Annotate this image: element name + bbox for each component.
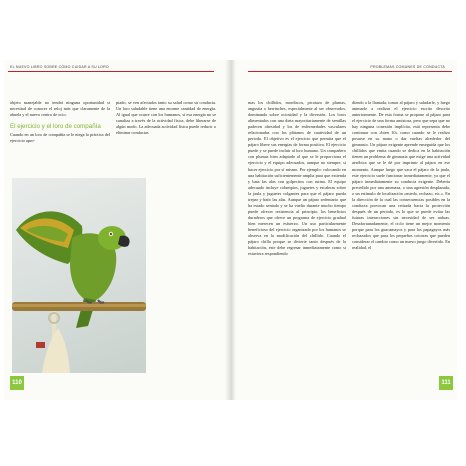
left-header-rule — [8, 71, 214, 72]
right-page — [236, 60, 457, 400]
book-gutter — [225, 60, 236, 400]
section-heading: El ejercicio y el loro de compañía — [10, 123, 101, 131]
left-col1-intro: objeto manejable no tendrá ninguna oportunidad si necesitad de conocer el reloj más que claramente de la abuela y el nuevo centro de ocio. — [10, 100, 110, 118]
right-page-number: 111 — [439, 376, 453, 390]
left-page-number: 110 — [10, 376, 24, 390]
right-column-1 — [248, 100, 346, 385]
left-column-2 — [116, 100, 216, 170]
right-col2-text: diendo a la llamada, tomar al pájaro y saludarle, y luego animarle a realizar el ejercicio escrito descrito anteriormente. De esta forma se propone al pájaro para el ejercicio de una forma amistosa, pero que sepa que no hay ninguna conexión implícita, está representa debe continuar con «bien 10» como cuando se le realizo posarse en su mano o dar vueltas alrededor del gimnasio. Un pájaro exigente aprende enseguida que los chillidos que emita cuando se dedica en la habitación tienen un problema de gimnasia que exige una actividad aeróbica que se le dé por imprimir al pájaro en ese momento. Aunque luego que saca el pájaro de la jaula, este ejercicio suele funcionar inmediatamente, ya que el pájaro inmediatamente su conducta exigente. Debería precedido por una amenaza, o una agresión desplazada, o un estímulo de localización «miedo, rechazo, etc.». En la dirección de la cual las consecuencias posibles en la conducta provocan una retirada hacia la protección después de un periodo, es lo que se puede evitar las futuras interacciones sin necesidad de ser arduas. Desafortunadamente, el ciclo tiene un mejor momento porque para los guacamayos y para los papagayos más rechazados que para los pequeños cotorras que pueden considerar el cambio como un nuevo juego divertido. En realidad, el — [352, 100, 450, 251]
right-header-rule — [248, 71, 452, 72]
left-column-2-lower — [116, 176, 216, 376]
right-running-head: PROBLEMAS COMUNES DE CONDUCTA — [370, 65, 445, 69]
right-column-2 — [352, 100, 450, 385]
left-col2-text: piado, se ven afectados tanto su salud como su conducta. Un loro saludable tiene una enorme cantidad de energía. Al igual que ocurre con los humanos, si esa energía no se canaliza a través de la actividad física, debe liberarse de algún modo. La adecuada actividad física puede reducir o eliminar conductas — [116, 100, 216, 136]
left-column-1 — [10, 100, 110, 175]
left-page — [4, 60, 225, 400]
left-running-head: EL NUEVO LIBRO SOBRE CÓMO CUIDAR A SU LORO — [10, 65, 109, 69]
right-col1-text: mas los chillidos, mordiscos, picotazo de plumas, angustia o berrinches, especialmente al ser observados, dominando sobre ociosidad y la diversión. Los loros alimentados con una dieta mayoritariamente de semillas padecen obesidad y los de enfermedades vasculares relacionadas con los plátanos de cautividad de un periodo. El objetivo es el ejercicio que permita que el pájaro libere sus energías de forma positiva. El ejercicio puede y se puede incluir al loro humano. Un compañero con plumas bien adaptado al que se le proporciona el ejercicio y el equipo adecuados, aunque no siempre, si hacer ejercicio por sí mismo. Por ejemplo: colocando en una habitación suficientemente amplia para que extienda y bata las alas con golpecitos con rutina. El equipo adecuado incluye columpios, juguetes y escaleras sobre la jaula y juguetes colgantes para que el pájaro pueda trepar y batir las alas. Aunque un pájaro sedentario que ha estado sentado y se ha vuelto durante mucho tiempo puede ofrecer resistencia al principio, los beneficios duraderos que ofrece un programa de ejercicio gradual bien merecen un esfuerzo. Un uso particularmente beneficioso del ejercicio organizado por los humanos se observa en la modificación del chillido. Cuando el pájaro chilla porque se divierte tanto después de la habitación, este debe regresar inmediatamente como si estuviera respondiendo — [248, 100, 346, 257]
left-col1-after-heading: Cuando en un loro de compañía se le niega la práctica del ejercicio apro- — [10, 132, 110, 144]
